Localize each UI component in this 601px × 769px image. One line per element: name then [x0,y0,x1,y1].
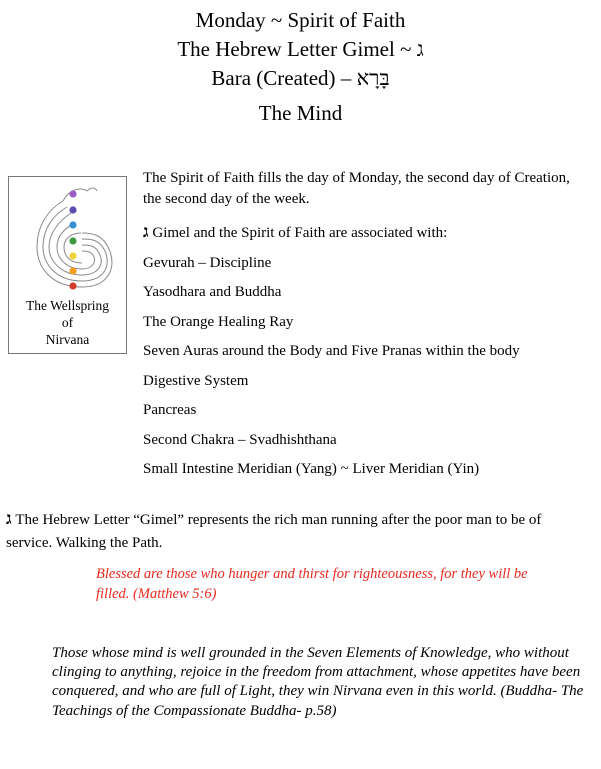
list-item: Second Chakra – Svadhishthana [143,431,337,448]
title-bara: Bara (Created) – בָּרָא [211,66,390,90]
caption-line-3: Nirvana [45,332,90,347]
list-item: Seven Auras around the Body and Five Pranas within the body [143,343,520,359]
list-item: Small Intestine Meridian (Yang) ~ Liver Meridian (Yin) [143,461,480,477]
chakra-dot-third-eye [69,206,76,213]
list-item: Digestive System [143,372,249,389]
chakra-dot-solar-plexus [69,252,76,259]
title-mind: The Mind [258,101,343,125]
buddha-quote: Those whose mind is well grounded in the Seven Elements of Knowledge, who without clinging to anything, rejoice in the freedom from attachment, whose appetites have been conquered, and who are full of Light, they win Nirvana even in this world. (Buddha- The Teachings of the Compassionate Buddha- p.58) [52,645,584,719]
matthew-quote: Blessed are those who hunger and thirst for righteousness, for they will be filled. (Matthew 5:6) [96,566,528,602]
chakra-dot-throat [69,221,76,228]
list-item: Gevurah – Discipline [143,254,272,271]
associations-heading-text: Gimel and the Spirit of Faith are associated with: [152,225,448,241]
chakra-dot-sacral [69,267,76,274]
chakra-dot-crown [69,190,76,197]
associations-list [143,253,583,481]
associations-heading [143,222,583,244]
caption-line-2: of [61,315,74,330]
figure-caption [9,297,126,348]
chakra-dot-root [69,282,76,289]
chakra-dot-heart [69,237,76,244]
right-column [143,168,583,480]
spiral-chakra-illustration [9,177,126,297]
title-letter: The Hebrew Letter Gimel ~ ג [177,37,424,61]
wellspring-figure [8,176,127,354]
gimel-glyph: ג [143,222,149,242]
list-item: Pancreas [143,402,197,418]
title-day: Monday ~ Spirit of Faith [195,8,406,32]
list-item: Yasodhara and Buddha [143,284,282,300]
gimel-paragraph-text: The Hebrew Letter “Gimel” represents the rich man running after the poor man to be of service. Walking the Path. [6,512,542,551]
list-item: The Orange Healing Ray [143,313,294,330]
gimel-glyph-paragraph: ג [6,509,12,529]
title-block [0,6,601,128]
caption-line-1: The Wellspring [25,298,110,313]
intro-paragraph: The Spirit of Faith fills the day of Monday, the second day of Creation, the second day of the week. [143,170,570,207]
gimel-paragraph [6,508,591,555]
